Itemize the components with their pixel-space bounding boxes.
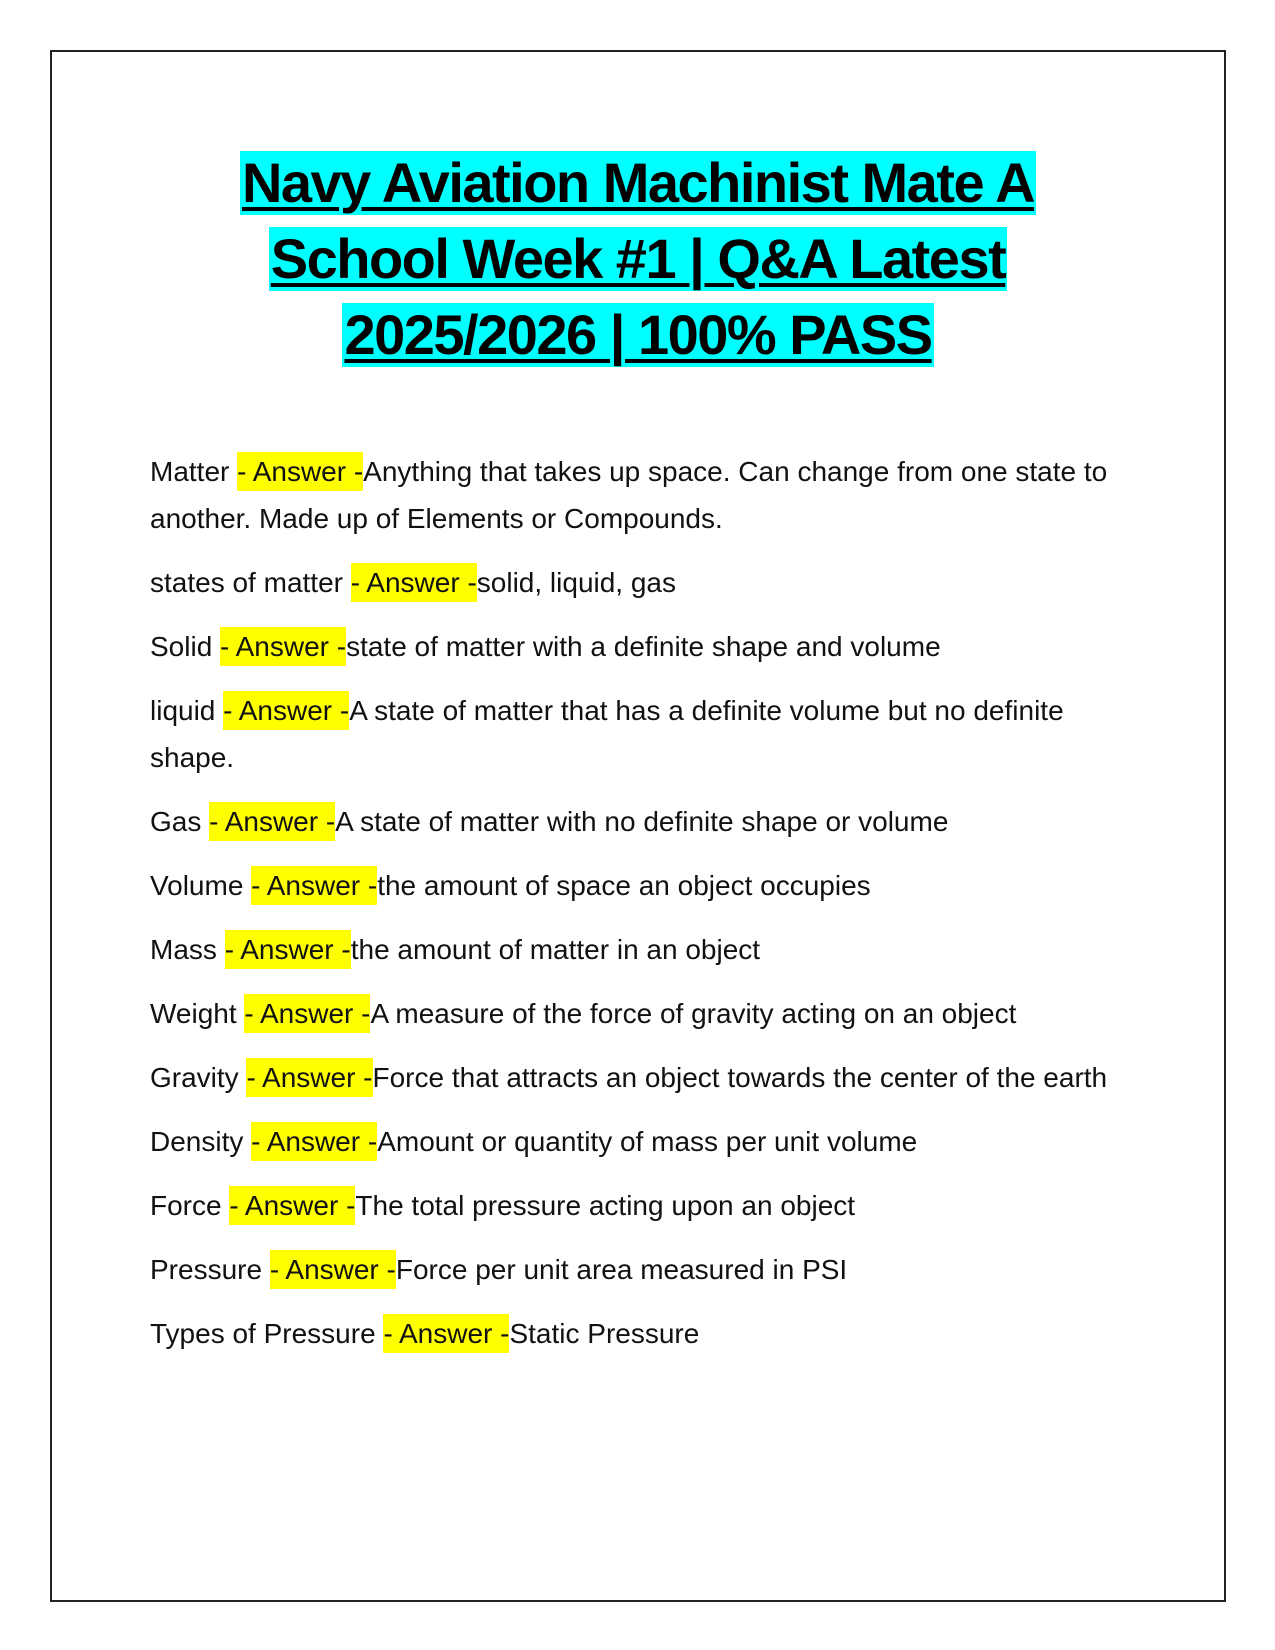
qa-entry [150,926,1135,973]
qa-entry [150,623,1135,670]
qa-entry [150,1310,1135,1357]
entry-term: Force [150,1190,230,1221]
answer-separator: - Answer - [220,627,346,666]
entry-definition: Amount or quantity of mass per unit volume [377,1126,918,1157]
document-title [50,145,1226,373]
qa-entry [150,559,1135,606]
answer-separator: - Answer - [237,452,363,491]
answer-separator: - Answer - [223,691,349,730]
answer-separator: - Answer - [351,563,477,602]
qa-entry [150,1246,1135,1293]
entry-definition: solid, liquid, gas [476,567,677,598]
answer-separator: - Answer - [270,1250,396,1289]
entry-definition: A state of matter with no definite shape or volume [335,806,949,837]
title-line: 2025/2026 | 100% PASS [344,303,932,366]
entry-term: Density [150,1126,252,1157]
entry-definition: state of matter with a definite shape and volume [346,631,941,662]
answer-separator: - Answer - [383,1314,509,1353]
qa-entry [150,990,1135,1037]
entry-term: Matter [150,456,238,487]
entry-term: Gravity [150,1062,247,1093]
entry-definition: A measure of the force of gravity acting on an object [370,998,1017,1029]
qa-entry [150,862,1135,909]
qa-entry [150,1118,1135,1165]
entry-definition: the amount of matter in an object [350,934,761,965]
entry-term: Solid [150,631,221,662]
entry-term: states of matter [150,567,351,598]
answer-separator: - Answer - [246,1058,372,1097]
entry-term: Volume [150,870,252,901]
answer-separator: - Answer - [244,994,370,1033]
qa-entry [150,798,1135,845]
qa-entry [150,448,1135,542]
answer-separator: - Answer - [229,1186,355,1225]
qa-list [150,448,1135,1374]
answer-separator: - Answer - [251,1122,377,1161]
title-line: Navy Aviation Machinist Mate A [241,151,1035,214]
entry-definition: A state of matter that has a definite volume but no definite shape. [150,695,1064,773]
entry-definition: Anything that takes up space. Can change from one state to another. Made up of Elements or Compounds. [150,456,1108,534]
entry-term: Weight [150,998,245,1029]
answer-separator: - Answer - [209,802,335,841]
qa-entry [150,687,1135,781]
entry-definition: The total pressure acting upon an object [355,1190,856,1221]
entry-term: Gas [150,806,210,837]
entry-term: Pressure [150,1254,270,1285]
title-line: School Week #1 | Q&A Latest [270,227,1006,290]
entry-definition: the amount of space an object occupies [377,870,871,901]
entry-definition: Force per unit area measured in PSI [395,1254,848,1285]
answer-separator: - Answer - [251,866,377,905]
qa-entry [150,1054,1135,1101]
entry-term: liquid [150,695,224,726]
entry-term: Mass [150,934,225,965]
entry-definition: Static Pressure [509,1318,700,1349]
qa-entry [150,1182,1135,1229]
answer-separator: - Answer - [225,930,351,969]
entry-term: Types of Pressure [150,1318,384,1349]
entry-definition: Force that attracts an object towards the center of the earth [372,1062,1108,1093]
